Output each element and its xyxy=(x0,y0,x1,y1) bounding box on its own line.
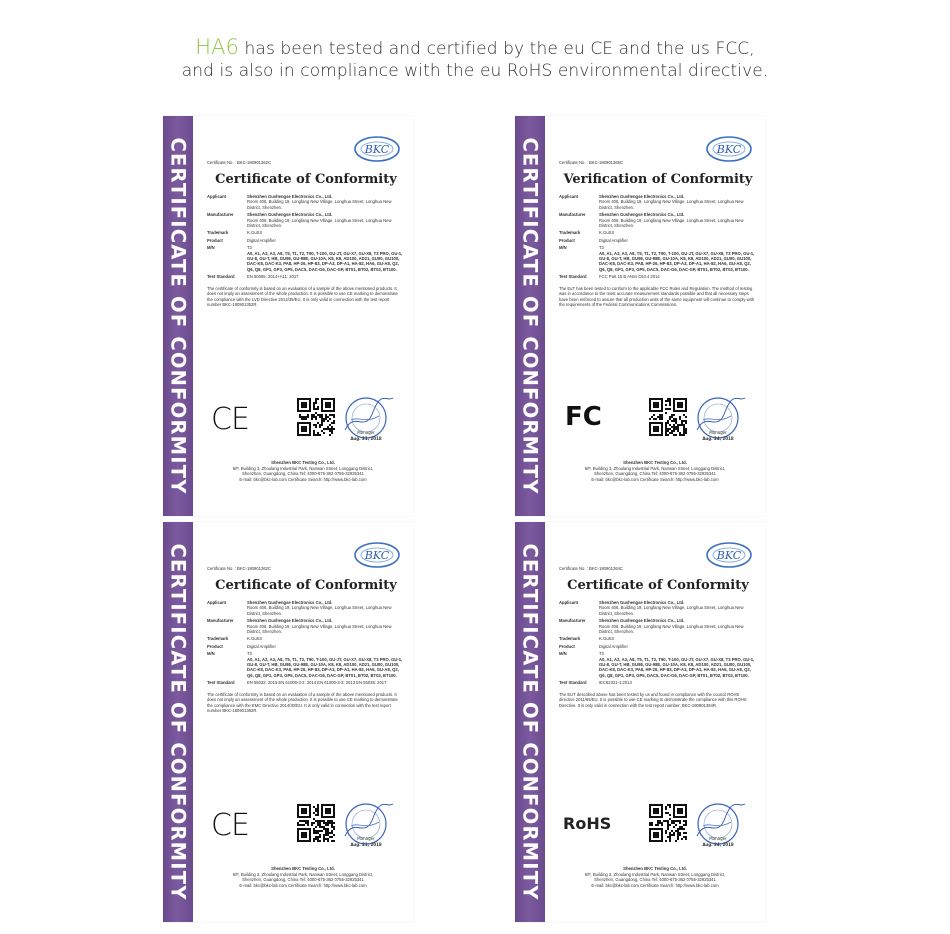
manufacturer-address: Room 406, Building 19, Longfang New Village, Longhua Street, Longhua New District, Shenzhen. xyxy=(599,623,744,635)
trademark-row xyxy=(559,230,755,235)
footer-org: Shenzhen BKC Testing Co., Ltd. xyxy=(271,866,335,871)
model-list: A0, A1, A2, A3, A8, T5, T1, T2, T90, T-100, GU-JT, GU-X7, GU-X8, T3 PRO, GU-1, GU-8, GU-T, HB, GU98, GU-98E, GU-10A, K8, K8, AD100, AD21, GU00, GU100, DAC-K8, DAC-K3, PA8, HP-26, HP-83, DP-A3, DP-A1, HA-82, HA6, GU-A8, Q2, Q6, Q8, GP1, GP3, GP5, DAC5, DAC-G6, DAC-GP, BT01, BT02, BT03, BT100. xyxy=(247,250,403,272)
trademark-value: K.GuSS xyxy=(247,636,263,642)
trademark-value: K.GuSS xyxy=(247,230,263,236)
trademark-value: K.GuSS xyxy=(599,230,615,236)
trademark-row xyxy=(559,636,755,641)
certificate-number: Certificate No. : BKC-180901364C xyxy=(559,566,624,571)
signature-seal-icon xyxy=(687,796,749,852)
footer-address-3: E-mail: bkc@bkc-lab.com Certificate Search: http://www.bkc-lab.com xyxy=(239,882,367,888)
qr-code-icon xyxy=(297,398,335,436)
certificate-2 xyxy=(515,116,765,516)
manufacturer-address: Room 406, Building 19, Longfang New Village, Longhua Street, Longhua New District, Shenzhen. xyxy=(247,217,392,229)
certificate-marks xyxy=(561,388,753,450)
statement-text: The certificate of conformity is based on an evaluation of a sample of the above mentioned products. It does not imply an assessment of the whole production. It is possible to use CE marking to demonstrate the compliance with the EMC Directive 2014/30/EU. It is only valid in connection with the test report number BKC-180901362R. xyxy=(207,691,398,713)
model-row xyxy=(559,245,755,272)
footer-address-2: Shenzhen, Guangdong, China Tel: 4000-675-362 0755-32925341 xyxy=(594,877,716,883)
certificate-number: Certificate No. : BKC-180901362C xyxy=(207,160,272,165)
side-band-text: CERTIFICATE OF CONFORMITY xyxy=(166,543,190,901)
model-label: M/N xyxy=(559,651,567,657)
statement-text: The EuT has been tested to conform to the applicable FCC Rules and Regulation. The method of testing was in accordance to the most accurate measurement standards possible and that all necessary steps have been enforced to assure that all production units of the same equipment will continue to comply with the requirements of the Federal Communications Commissions. xyxy=(559,285,755,307)
sign-date: Aug. 24, 2018 xyxy=(702,436,734,441)
standard-label: Test Standard xyxy=(207,274,235,280)
footer-address-1: 6/F, Building 3, Zhoulang Industrial Park, Nanwan Street, Longgang District, xyxy=(584,871,726,877)
model-list: A0, A1, A2, A3, A8, T5, T1, T2, T90, T-100, GU-JT, GU-X7, GU-X8, T3 PRO, GU-1, GU-8, GU-T, HB, GU98, GU-98E, GU-10A, K8, K8, AD100, AD21, GU00, GU100, DAC-K8, DAC-K3, PA8, HP-26, HP-83, DP-A3, DP-A1, HA-82, HA6, GU-A8, Q2, Q6, Q8, GP1, GP3, GP5, DAC5, DAC-G6, DAC-GP, BT01, BT02, BT03, BT100. xyxy=(247,656,403,678)
manufacturer-row xyxy=(207,618,403,634)
bkc-logo-icon xyxy=(353,134,401,164)
manufacturer-value: Shenzhen Gushengse Electronics Co., Ltd. xyxy=(599,212,685,218)
footer-address-1: 6/F, Building 3, Zhoulang Industrial Park, Nanwan Street, Longgang District, xyxy=(232,465,374,471)
manufacturer-value: Shenzhen Gushengse Electronics Co., Ltd. xyxy=(599,618,685,624)
signature-seal-icon xyxy=(335,390,397,446)
footer-org: Shenzhen BKC Testing Co., Ltd. xyxy=(623,460,687,465)
certificate-paper xyxy=(555,522,761,922)
certificate-title: Verification of Conformity xyxy=(563,172,753,187)
signer-title: Manager xyxy=(357,836,375,841)
applicant-row xyxy=(559,600,755,616)
standard-value: EN 60065: 2014+A11: 2017 xyxy=(247,274,299,280)
qr-code-icon xyxy=(649,804,687,842)
product-label: Product xyxy=(207,237,223,243)
model-label: M/N xyxy=(559,245,567,251)
sign-date: Aug. 21, 2018 xyxy=(350,436,382,441)
rohs-mark: RoHS xyxy=(563,814,612,833)
footer-address-2: Shenzhen, Guangdong, China Tel: 4000-675-362 0755-32925341 xyxy=(594,471,716,477)
manufacturer-label: Manufacturer xyxy=(207,618,234,624)
product-label: Product xyxy=(207,643,223,649)
certificate-footer xyxy=(555,866,755,888)
applicant-label: Applicant xyxy=(207,600,227,605)
bkc-logo-icon xyxy=(705,540,753,570)
manufacturer-address: Room 406, Building 19, Longfang New Village, Longhua Street, Longhua New District, Shenzhen. xyxy=(247,623,392,635)
headline xyxy=(0,36,950,82)
certificate-paper xyxy=(555,116,761,516)
manufacturer-label: Manufacturer xyxy=(559,618,586,624)
product-value: Digital Amplifier xyxy=(599,237,628,243)
footer-org: Shenzhen BKC Testing Co., Ltd. xyxy=(271,460,335,465)
signature-seal-icon xyxy=(335,796,397,852)
certificate-paper xyxy=(203,116,409,516)
certificate-fields xyxy=(207,194,403,307)
trademark-label: Trademark xyxy=(559,636,581,642)
signer-title: Manager xyxy=(709,430,727,435)
product-row xyxy=(207,644,403,649)
certificate-4 xyxy=(515,522,765,922)
side-band-text: CERTIFICATE OF CONFORMITY xyxy=(518,137,542,495)
certificate-marks xyxy=(561,794,753,856)
standard-row xyxy=(559,680,755,685)
model-name: HA6 xyxy=(195,35,240,59)
manufacturer-label: Manufacturer xyxy=(207,212,234,218)
product-row xyxy=(207,238,403,243)
model-list: A0, A1, A2, A3, A8, T5, T1, T2, T90, T-100, GU-JT, GU-X7, GU-X8, T3 PRO, GU-1, GU-8, GU-T, HB, GU98, GU-98E, GU-10A, K8, K8, AD100, AD21, GU00, GU100, DAC-K8, DAC-K3, PA8, HP-26, HP-83, DP-A3, DP-A1, HA-82, HA6, GU-A8, Q2, Q6, Q8, GP1, GP3, GP5, DAC5, DAC-G6, DAC-GP, BT01, BT02, BT03, BT100. xyxy=(599,656,755,678)
footer-address-2: Shenzhen, Guangdong, China Tel: 4000-675-362 0755-32925341 xyxy=(242,471,364,477)
standard-label: Test Standard xyxy=(559,680,587,686)
side-band-text: CERTIFICATE OF CONFORMITY xyxy=(518,543,542,901)
qr-code-icon xyxy=(297,804,335,842)
logo-text: BKC xyxy=(716,143,742,156)
manufacturer-label: Manufacturer xyxy=(559,212,586,218)
certificate-footer xyxy=(555,460,755,482)
manufacturer-row xyxy=(207,212,403,228)
certificate-paper xyxy=(203,522,409,922)
product-label: Product xyxy=(559,643,575,649)
side-band xyxy=(163,522,193,922)
fcc-mark: FC xyxy=(565,402,602,432)
standard-label: Test Standard xyxy=(207,680,235,686)
footer-address-3: E-mail: bkc@bkc-lab.com Certificate Search: http://www.bkc-lab.com xyxy=(591,476,719,482)
standard-value: IEC62321-1:2013 xyxy=(599,680,632,686)
trademark-label: Trademark xyxy=(207,230,229,236)
certificate-fields xyxy=(559,600,755,708)
model-label: M/N xyxy=(207,651,215,657)
qr-code-icon xyxy=(649,398,687,436)
certificate-1 xyxy=(163,116,413,516)
footer-address-1: 6/F, Building 3, Zhoulang Industrial Park, Nanwan Street, Longgang District, xyxy=(232,871,374,877)
logo-text: BKC xyxy=(364,143,390,156)
applicant-address: Room 406, Building 19, Longfang New Village, Longhua Street, Longhua New District, Shenzhen. xyxy=(599,605,744,616)
sign-date: Aug. 24, 2018 xyxy=(702,842,734,847)
side-band xyxy=(163,116,193,516)
model-label: M/N xyxy=(207,245,215,251)
side-band xyxy=(515,522,545,922)
ce-mark: CE xyxy=(211,402,249,437)
applicant-value: Shenzhen Gushengse Electronics Co., Ltd. xyxy=(599,600,685,605)
certificate-number: Certificate No. : BKC-180901362C xyxy=(207,566,272,571)
footer-address-1: 6/F, Building 3, Zhoulang Industrial Park, Nanwan Street, Longgang District, xyxy=(584,465,726,471)
certificate-3 xyxy=(163,522,413,922)
footer-address-3: E-mail: bkc@bkc-lab.com Certificate Search: http://www.bkc-lab.com xyxy=(239,476,367,482)
model-row xyxy=(207,245,403,272)
standard-row xyxy=(207,680,403,685)
standard-value: EN 55032: 2015 EN 61000-3-2: 2014 EN 61000-3-3: 2013 EN 55035: 2017 xyxy=(247,680,387,686)
certificate-footer xyxy=(203,460,403,482)
applicant-address: Room 406, Building 19, Longfang New Village, Longhua Street, Longhua New District, Shenzhen. xyxy=(247,605,392,616)
certificate-marks xyxy=(209,794,401,856)
standard-label: Test Standard xyxy=(559,274,587,280)
standard-row xyxy=(207,274,403,279)
applicant-value: Shenzhen Gushengse Electronics Co., Ltd. xyxy=(247,600,333,605)
trademark-label: Trademark xyxy=(559,230,581,236)
statement-text: The EUT described above has been tested by us and found in compliance with the council ROHS directive 2011/65/EU. It is possible to use CE marking to demonstrate the compliance with this ROHS Directive. It is only valid in connection with the test report number: BKC-180901364R. xyxy=(559,691,747,708)
trademark-label: Trademark xyxy=(207,636,229,642)
applicant-address: Room 406, Building 19, Longfang New Village, Longhua Street, Longhua New District, Shenzhen. xyxy=(247,199,392,210)
standard-value: FCC Part 15 B ANSI C63.4 2014 xyxy=(599,274,660,280)
model-value: T3 xyxy=(247,245,252,251)
trademark-row xyxy=(207,636,403,641)
product-label: Product xyxy=(559,237,575,243)
model-list: A0, A1, A2, A3, A8, T5, T1, T2, T90, T-100, GU-JT, GU-X7, GU-X8, T3 PRO, GU-1, GU-8, GU-T, HB, GU98, GU-98E, GU-10A, K8, K8, AD100, AD21, GU00, GU100, DAC-K8, DAC-K3, PA8, HP-26, HP-83, DP-A3, DP-A1, HA-82, HA6, GU-A8, Q2, Q6, Q8, GP1, GP3, GP5, DAC5, DAC-G6, DAC-GP, BT01, BT02, BT03, BT100. xyxy=(599,250,755,272)
headline-line-1-text: has been tested and certified by the eu CE and the us FCC, xyxy=(239,39,755,59)
headline-line-1 xyxy=(0,36,950,60)
certificate-fields xyxy=(207,600,403,713)
manufacturer-row xyxy=(559,618,755,634)
applicant-row xyxy=(207,600,403,616)
logo-text: BKC xyxy=(364,549,390,562)
applicant-row xyxy=(207,194,403,210)
model-value: T3 xyxy=(599,651,604,657)
model-value: T3 xyxy=(247,651,252,657)
manufacturer-value: Shenzhen Gushengse Electronics Co., Ltd. xyxy=(247,212,333,218)
logo-text: BKC xyxy=(716,549,742,562)
certificate-number: Certificate No. : BKC-180901365C xyxy=(559,160,624,165)
product-value: Digital Amplifier xyxy=(599,643,628,649)
ce-mark: CE xyxy=(211,808,249,843)
standard-row xyxy=(559,274,755,279)
signature-seal-icon xyxy=(687,390,749,446)
certificate-marks xyxy=(209,388,401,450)
certificate-title: Certificate of Conformity xyxy=(215,172,397,187)
statement-text: The certificate of conformity is based on an evaluation of a sample of the above mentioned products. It does not imply an assessment of the whole production. It is possible to use CE marking to demonstrate the compliance with the LVD Directive 2014/35/EU. It is only valid in connection with the test report number BKC-180901362R. xyxy=(207,285,398,307)
certificate-title: Certificate of Conformity xyxy=(215,578,397,593)
footer-address-2: Shenzhen, Guangdong, China Tel: 4000-675-362 0755-32925341 xyxy=(242,877,364,883)
product-row xyxy=(559,238,755,243)
certificate-footer xyxy=(203,866,403,888)
bkc-logo-icon xyxy=(705,134,753,164)
headline-line-2: and is also in compliance with the eu RoHS environmental directive. xyxy=(181,61,769,81)
model-row xyxy=(207,651,403,678)
applicant-value: Shenzhen Gushengse Electronics Co., Ltd. xyxy=(599,194,685,199)
certificate-title: Certificate of Conformity xyxy=(567,578,749,593)
footer-org: Shenzhen BKC Testing Co., Ltd. xyxy=(623,866,687,871)
applicant-label: Applicant xyxy=(207,194,227,199)
applicant-label: Applicant xyxy=(559,600,579,605)
manufacturer-row xyxy=(559,212,755,228)
manufacturer-value: Shenzhen Gushengse Electronics Co., Ltd. xyxy=(247,618,333,624)
product-row xyxy=(559,644,755,649)
applicant-label: Applicant xyxy=(559,194,579,199)
signer-title: Manager xyxy=(357,430,375,435)
product-value: Digital Amplifier xyxy=(247,643,276,649)
product-value: Digital Amplifier xyxy=(247,237,276,243)
trademark-row xyxy=(207,230,403,235)
sign-date: Aug. 21, 2018 xyxy=(350,842,382,847)
bkc-logo-icon xyxy=(353,540,401,570)
certificate-fields xyxy=(559,194,755,307)
applicant-row xyxy=(559,194,755,210)
model-value: T3 xyxy=(599,245,604,251)
model-row xyxy=(559,651,755,678)
signer-title: Manager xyxy=(709,836,727,841)
side-band xyxy=(515,116,545,516)
applicant-address: Room 406, Building 19, Longfang New Village, Longhua Street, Longhua New District, Shenzhen. xyxy=(599,199,744,210)
trademark-value: K.GuSS xyxy=(599,636,615,642)
applicant-value: Shenzhen Gushengse Electronics Co., Ltd. xyxy=(247,194,333,199)
manufacturer-address: Room 406, Building 19, Longfang New Village, Longhua Street, Longhua New District, Shenzhen. xyxy=(599,217,744,229)
side-band-text: CERTIFICATE OF CONFORMITY xyxy=(166,137,190,495)
footer-address-3: E-mail: bkc@bkc-lab.com Certificate Search: http://www.bkc-lab.com xyxy=(591,882,719,888)
